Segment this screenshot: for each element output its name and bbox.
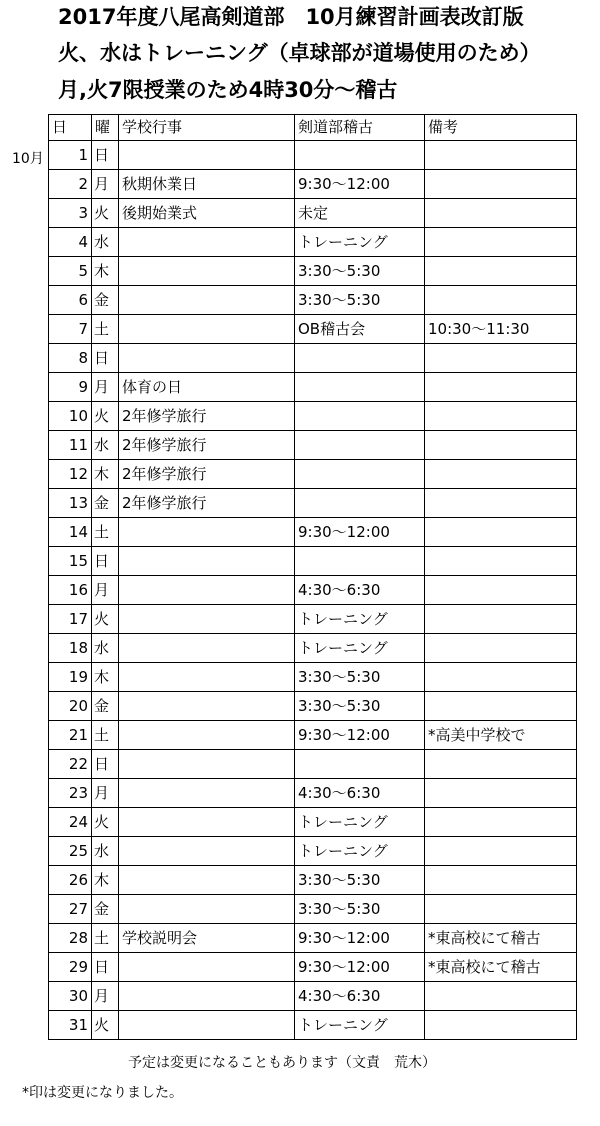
- cell-weekday: 月: [92, 779, 119, 808]
- table-row: [49, 692, 577, 721]
- cell-note: [425, 634, 577, 663]
- cell-note: [425, 460, 577, 489]
- cell-weekday: 水: [92, 228, 119, 257]
- cell-day: 3: [49, 199, 92, 228]
- cell-practice: [295, 344, 425, 373]
- cell-weekday: 金: [92, 489, 119, 518]
- cell-event: [119, 808, 295, 837]
- cell-note: [425, 518, 577, 547]
- cell-practice: 9:30～12:00: [295, 518, 425, 547]
- cell-day: 31: [49, 1011, 92, 1040]
- table-row: [49, 199, 577, 228]
- cell-practice: 4:30～6:30: [295, 779, 425, 808]
- cell-weekday: 火: [92, 808, 119, 837]
- cell-note: [425, 257, 577, 286]
- cell-day: 15: [49, 547, 92, 576]
- table-row: [49, 663, 577, 692]
- cell-note: [425, 982, 577, 1011]
- cell-weekday: 火: [92, 605, 119, 634]
- table-row: [49, 634, 577, 663]
- cell-day: 7: [49, 315, 92, 344]
- header-school-event: 学校行事: [119, 115, 295, 141]
- cell-weekday: 日: [92, 547, 119, 576]
- cell-note: [425, 1011, 577, 1040]
- cell-day: 24: [49, 808, 92, 837]
- cell-day: 14: [49, 518, 92, 547]
- cell-note: [425, 170, 577, 199]
- table-row: [49, 895, 577, 924]
- cell-event: [119, 605, 295, 634]
- table-row: [49, 547, 577, 576]
- cell-day: 27: [49, 895, 92, 924]
- cell-weekday: 土: [92, 721, 119, 750]
- cell-weekday: 火: [92, 402, 119, 431]
- table-row: [49, 402, 577, 431]
- cell-weekday: 水: [92, 634, 119, 663]
- cell-weekday: 水: [92, 431, 119, 460]
- cell-event: 2年修学旅行: [119, 460, 295, 489]
- cell-event: [119, 315, 295, 344]
- cell-note: [425, 895, 577, 924]
- cell-event: [119, 837, 295, 866]
- cell-event: 秋期休業日: [119, 170, 295, 199]
- cell-practice: 4:30～6:30: [295, 576, 425, 605]
- cell-day: 30: [49, 982, 92, 1011]
- cell-note: [425, 779, 577, 808]
- cell-note: [425, 228, 577, 257]
- table-row: [49, 141, 577, 170]
- table-row: [49, 518, 577, 547]
- table-row: [49, 837, 577, 866]
- cell-practice: 9:30～12:00: [295, 721, 425, 750]
- cell-practice: 9:30～12:00: [295, 953, 425, 982]
- cell-day: 26: [49, 866, 92, 895]
- cell-note: *東高校にて稽古: [425, 924, 577, 953]
- table-body: [49, 141, 577, 1040]
- cell-event: [119, 1011, 295, 1040]
- cell-weekday: 土: [92, 315, 119, 344]
- cell-event: [119, 750, 295, 779]
- table-row: [49, 808, 577, 837]
- cell-practice: トレーニング: [295, 808, 425, 837]
- cell-event: 2年修学旅行: [119, 402, 295, 431]
- cell-weekday: 火: [92, 1011, 119, 1040]
- cell-day: 23: [49, 779, 92, 808]
- table-row: [49, 460, 577, 489]
- cell-event: [119, 547, 295, 576]
- cell-practice: [295, 373, 425, 402]
- cell-weekday: 日: [92, 750, 119, 779]
- cell-day: 22: [49, 750, 92, 779]
- cell-event: [119, 779, 295, 808]
- cell-weekday: 木: [92, 257, 119, 286]
- cell-practice: OB稽古会: [295, 315, 425, 344]
- cell-practice: 3:30～5:30: [295, 895, 425, 924]
- cell-note: [425, 692, 577, 721]
- cell-note: [425, 808, 577, 837]
- cell-note: [425, 373, 577, 402]
- cell-event: [119, 721, 295, 750]
- cell-event: [119, 344, 295, 373]
- cell-day: 2: [49, 170, 92, 199]
- cell-note: [425, 837, 577, 866]
- title-line-3: 月,火7限授業のため4時30分～稽古: [58, 78, 398, 102]
- cell-practice: 3:30～5:30: [295, 257, 425, 286]
- table-row: [49, 344, 577, 373]
- cell-weekday: 月: [92, 373, 119, 402]
- cell-weekday: 日: [92, 141, 119, 170]
- cell-practice: [295, 141, 425, 170]
- cell-day: 20: [49, 692, 92, 721]
- cell-note: [425, 750, 577, 779]
- cell-note: [425, 576, 577, 605]
- table-row: [49, 605, 577, 634]
- cell-weekday: 水: [92, 837, 119, 866]
- table-row: [49, 982, 577, 1011]
- table-row: [49, 576, 577, 605]
- cell-practice: 3:30～5:30: [295, 692, 425, 721]
- schedule-table: [48, 114, 577, 1040]
- cell-day: 5: [49, 257, 92, 286]
- cell-note: [425, 286, 577, 315]
- cell-note: [425, 605, 577, 634]
- cell-weekday: 日: [92, 953, 119, 982]
- cell-practice: トレーニング: [295, 605, 425, 634]
- cell-event: 2年修学旅行: [119, 489, 295, 518]
- cell-event: [119, 576, 295, 605]
- table-row: [49, 779, 577, 808]
- table-row: [49, 315, 577, 344]
- cell-day: 11: [49, 431, 92, 460]
- header-weekday: 曜: [92, 115, 119, 141]
- header-kendo-practice: 剣道部稽古: [295, 115, 425, 141]
- cell-note: [425, 866, 577, 895]
- cell-weekday: 月: [92, 170, 119, 199]
- cell-practice: [295, 489, 425, 518]
- cell-event: [119, 257, 295, 286]
- cell-practice: [295, 460, 425, 489]
- cell-weekday: 木: [92, 663, 119, 692]
- cell-practice: 4:30～6:30: [295, 982, 425, 1011]
- cell-weekday: 火: [92, 199, 119, 228]
- cell-day: 9: [49, 373, 92, 402]
- table-row: [49, 228, 577, 257]
- cell-practice: トレーニング: [295, 837, 425, 866]
- cell-note: [425, 547, 577, 576]
- cell-day: 18: [49, 634, 92, 663]
- cell-day: 12: [49, 460, 92, 489]
- table-row: [49, 1011, 577, 1040]
- cell-event: [119, 141, 295, 170]
- table-header-row: [49, 115, 577, 141]
- cell-event: [119, 286, 295, 315]
- table-row: [49, 750, 577, 779]
- cell-practice: 3:30～5:30: [295, 663, 425, 692]
- cell-note: [425, 199, 577, 228]
- cell-note: [425, 431, 577, 460]
- cell-event: 後期始業式: [119, 199, 295, 228]
- cell-day: 29: [49, 953, 92, 982]
- cell-note: [425, 344, 577, 373]
- cell-day: 10: [49, 402, 92, 431]
- table-row: [49, 170, 577, 199]
- table-row: [49, 373, 577, 402]
- cell-note: *東高校にて稽古: [425, 953, 577, 982]
- cell-note: *高美中学校で: [425, 721, 577, 750]
- cell-day: 17: [49, 605, 92, 634]
- cell-practice: [295, 431, 425, 460]
- cell-weekday: 金: [92, 286, 119, 315]
- cell-practice: 3:30～5:30: [295, 866, 425, 895]
- cell-day: 4: [49, 228, 92, 257]
- cell-note: [425, 141, 577, 170]
- cell-practice: 9:30～12:00: [295, 924, 425, 953]
- cell-day: 16: [49, 576, 92, 605]
- cell-day: 6: [49, 286, 92, 315]
- cell-practice: トレーニング: [295, 1011, 425, 1040]
- cell-day: 25: [49, 837, 92, 866]
- cell-event: [119, 982, 295, 1011]
- cell-event: [119, 895, 295, 924]
- cell-day: 21: [49, 721, 92, 750]
- cell-note: 10:30～11:30: [425, 315, 577, 344]
- cell-note: [425, 489, 577, 518]
- month-label: 10月: [12, 151, 44, 167]
- cell-weekday: 日: [92, 344, 119, 373]
- cell-weekday: 金: [92, 895, 119, 924]
- cell-practice: [295, 402, 425, 431]
- cell-event: [119, 953, 295, 982]
- cell-weekday: 土: [92, 924, 119, 953]
- cell-practice: トレーニング: [295, 228, 425, 257]
- cell-event: [119, 518, 295, 547]
- cell-day: 8: [49, 344, 92, 373]
- cell-day: 19: [49, 663, 92, 692]
- title-line-2: 火、水はトレーニング（卓球部が道場使用のため）: [58, 41, 541, 65]
- cell-weekday: 木: [92, 866, 119, 895]
- cell-day: 28: [49, 924, 92, 953]
- cell-event: 2年修学旅行: [119, 431, 295, 460]
- cell-event: [119, 663, 295, 692]
- table-row: [49, 953, 577, 982]
- cell-day: 1: [49, 141, 92, 170]
- cell-weekday: 金: [92, 692, 119, 721]
- title-line-1: 2017年度八尾高剣道部 10月練習計画表改訂版: [58, 5, 524, 29]
- header-day: 日: [49, 115, 92, 141]
- table-row: [49, 489, 577, 518]
- note-asterisk: *印は変更になりました。: [22, 1085, 183, 1101]
- table-row: [49, 257, 577, 286]
- cell-weekday: 月: [92, 576, 119, 605]
- cell-event: [119, 866, 295, 895]
- note-schedule-change: 予定は変更になることもあります（文責 荒木）: [128, 1055, 436, 1071]
- cell-event: [119, 228, 295, 257]
- cell-event: [119, 692, 295, 721]
- cell-note: [425, 402, 577, 431]
- cell-weekday: 木: [92, 460, 119, 489]
- table-row: [49, 286, 577, 315]
- cell-practice: [295, 547, 425, 576]
- cell-weekday: 月: [92, 982, 119, 1011]
- cell-note: [425, 663, 577, 692]
- cell-practice: 3:30～5:30: [295, 286, 425, 315]
- cell-event: 学校説明会: [119, 924, 295, 953]
- cell-weekday: 土: [92, 518, 119, 547]
- cell-practice: 未定: [295, 199, 425, 228]
- cell-practice: [295, 750, 425, 779]
- cell-event: [119, 634, 295, 663]
- cell-event: 体育の日: [119, 373, 295, 402]
- cell-practice: トレーニング: [295, 634, 425, 663]
- table-row: [49, 866, 577, 895]
- table-row: [49, 431, 577, 460]
- table-row: [49, 924, 577, 953]
- header-remarks: 備考: [425, 115, 577, 141]
- table-row: [49, 721, 577, 750]
- cell-day: 13: [49, 489, 92, 518]
- cell-practice: 9:30～12:00: [295, 170, 425, 199]
